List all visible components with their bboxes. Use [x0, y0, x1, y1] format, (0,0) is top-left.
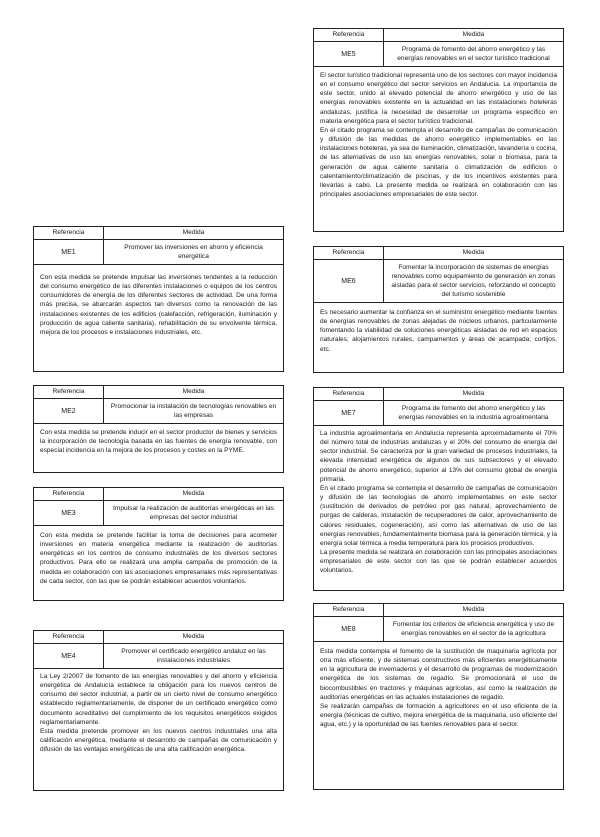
measure-code: ME5 [314, 42, 384, 66]
measure-code: ME8 [314, 617, 384, 641]
measure-title: Promover las inversiones en ahorro y eficiencia energética [124, 244, 263, 260]
measure-code: ME3 [34, 501, 104, 525]
measure-description [314, 303, 563, 357]
card-header [314, 604, 563, 642]
reference-header: Referencia [314, 247, 384, 260]
measure-title: Fomentar la incorporación de sistemas de energías renovables como equipamiento de generación en zonas aisladas para el sector servicios, reforzando el concepto del turismo sostenible [391, 264, 556, 298]
card-header [314, 247, 563, 303]
card-header [314, 29, 563, 67]
reference-header: Referencia [314, 388, 384, 401]
measure-title: Programa de fomento del ahorro energético y las energías renovables en el sector turístico tradicional [397, 46, 550, 62]
measure-title: Promocionar la instalación de tecnologías renovables en las empresas [110, 403, 277, 419]
measure-code: ME1 [34, 240, 104, 264]
measure-title: Fomentar los criterios de eficiencia energética y uso de energías renovables en el sector de la agricultura [392, 621, 555, 637]
measure-card-me4 [33, 630, 284, 791]
measure-code: ME4 [34, 644, 104, 668]
description-paragraph: La industria agroalimentaria en Andalucía representa aproximadamente el 70% del número total de industrias andaluzas y el 20% del consumo de energía del sector industrial. Se caracteriza por la gran variedad de procesos industriales, la elevada intensidad energética de algunos de sus subsectores y el elevado potencial de ahorro energético, superior al 13% del consumo global de energía primaria. [320, 430, 557, 483]
measure-code: ME7 [314, 401, 384, 425]
measure-card-me6 [313, 246, 564, 373]
reference-header: Referencia [314, 29, 384, 42]
reference-header: Referencia [34, 227, 104, 240]
card-header [34, 488, 283, 526]
card-header [314, 388, 563, 426]
measure-card-me2 [33, 385, 284, 473]
card-header [34, 386, 283, 424]
measure-description [314, 426, 563, 579]
measure-card-me7 [313, 387, 564, 591]
description-paragraph: Es necesario aumentar la confianza en el suministro energético mediante fuentes de energías renovables de zonas alejadas de núcleos urbanos, particularmente fomentando la viabilidad de soluciones energéticas aisladas de red en espacios naturales; alojamientos rurales, campamentos y áreas de acampada; cortijos, etc. [320, 309, 557, 353]
reference-header: Referencia [34, 488, 104, 501]
measure-header: Medida [104, 227, 283, 240]
reference-header: Referencia [34, 631, 104, 644]
measure-header: Medida [384, 604, 563, 617]
description-paragraph: En el citado programa se contempla el desarrollo de campañas de comunicación y difusión de las medidas de ahorro energético implementables en las instalaciones hoteleras, ya sea de iluminación, climatización, lavandería o cocina, de las alternativas de uso las energías renovables, solar o biomasa, para la generación de agua caliente sanitaria o climatización de edificios o calentamiento/climatización de piscinas, y de los incentivos existentes para llevarlas a cabo. La presente medida se realizará en colaboración con las principales asociaciones empresariales de este sector. [320, 126, 557, 199]
description-paragraph: La presente medida se realizará en colaboración con las principales asociaciones empresariales de este sector con las que se podrán establecer acuerdos voluntarios. [320, 549, 557, 575]
description-paragraph: Esta medida contempla el fomento de la sustitución de maquinaria agrícola por otra más eficiente, y de sistemas constructivos más eficientes energéticamente en la agricultura de invernaderos y el desarrollo de programas de modernización energética de los sistemas de regadío. Se promocionará el uso de biocombustibles en tractores y máquinas agrícolas, así como la realización de auditorías energéticas en las actuales instalaciones de regadío. [320, 648, 557, 701]
measure-description [34, 265, 283, 340]
card-header [34, 227, 283, 265]
measure-code: ME6 [314, 260, 384, 302]
measure-title: Promover el certificado energético andaluz en las instalaciones industriales [121, 648, 266, 664]
measure-description [34, 669, 283, 757]
description-paragraph: El sector turístico tradicional representa uno de los sectores con mayor incidencia en el consumo energético del sector servicios en Andalucía. La importancia de este sector, unido al elevado potencial de ahorro energético y uso de las energías renovables existente en la actualidad en las instalaciones hoteleras andaluzas, justifica la necesidad de desarrollar un programa específico en materia energética para el sector turístico tradicional. [320, 72, 557, 125]
measure-description [314, 642, 563, 732]
measure-title: Impulsar la realización de auditorías energéticas en las empresas del sector industrial [113, 505, 274, 521]
measure-header: Medida [384, 388, 563, 401]
description-paragraph: Con esta medida se pretende facilitar la toma de decisiones para acometer inversiones en materia energética mediante la realización de auditorías energéticas en los centros de consumo industriales de los diversos sectores productivos. Para ello se realizará una amplia campaña de promoción de la medida en colaboración con las asociaciones empresariales más representativas de cada sector, con las que se podrán establecer acuerdos voluntarios. [40, 532, 277, 585]
reference-header: Referencia [34, 386, 104, 399]
measure-description [314, 67, 563, 202]
measure-header: Medida [104, 386, 283, 399]
measure-card-me3 [33, 487, 284, 601]
description-paragraph: Se realizarán campañas de formación a agricultores en el uso eficiente de la energía (técnicas de cultivo, mejora energética de la maquinaria, uso eficiente del agua, etc.) y la oportunidad de las fuentes renovables para el sector. [320, 702, 557, 729]
description-paragraph: Con esta medida se pretende inducir en el sector productor de bienes y servicios la incorporación de tecnología basada en las fuentes de energía renovable, con especial incidencia en la mejora de los procesos y costes en la PYME. [40, 429, 277, 455]
measure-card-me8 [313, 603, 564, 790]
measure-header: Medida [384, 29, 563, 42]
measure-code: ME2 [34, 399, 104, 423]
card-header [34, 631, 283, 669]
measure-description [34, 424, 283, 458]
description-paragraph: La Ley 2/2007 de fomento de las energías renovables y del ahorro y eficiencia energética de Andalucía establece la obligación para los nuevos centros de consumo del sector industrial, a partir de un cierto nivel de consumo energético establecido reglamentariamente, de disponer de un certificado energético como documento acreditativo del cumplimiento de los requisitos energéticos exigidos reglamentariamente. [40, 673, 277, 726]
measure-header: Medida [384, 247, 563, 260]
measure-description [34, 526, 283, 589]
reference-header: Referencia [314, 604, 384, 617]
measure-card-me5 [313, 28, 564, 232]
description-paragraph: Esta medida pretende promover en los nuevos centros industriales una alta calificación energética, mediante el desarrollo de campañas de comunicación y difusión de las ventajas energéticas de una alta calificación energética. [40, 727, 277, 754]
measure-header: Medida [104, 488, 283, 501]
measure-card-me1 [33, 226, 284, 372]
description-paragraph: En el citado programa se contempla el desarrollo de campañas de comunicación y difusión de las tecnologías de ahorro implementables en este sector (sustitución de derivados de petróleo por gas natural, aprovechamiento de purgas de calderas, instalación de recuperadores de calor, aprovechamiento de calores residuales, cogeneración), así como las alternativas de uso de las energías renovables, fundamentalmente biomasa para la generación térmica, y la energía solar térmica a media temperatura para los procesos productivos. [320, 484, 557, 547]
description-paragraph: Con esta medida se pretende impulsar las inversiones tendentes a la reducción del consumo energético de las diferentes instalaciones o equipos de los centros consumidores de energía de los diferentes sectores de actividad. De una forma más precisa, se abarcarán aspectos tan diversos como la renovación de las instalaciones existentes de los edificios (calefacción, refrigeración, iluminación y producción de agua caliente sanitaria), rehabilitación de su envolvente térmica, mejora de los procesos e instalaciones industriales, etc. [40, 274, 277, 336]
measure-header: Medida [104, 631, 283, 644]
measure-title: Programa de fomento del ahorro energético y las energías renovables en la industria agroalimentaria [398, 405, 549, 421]
